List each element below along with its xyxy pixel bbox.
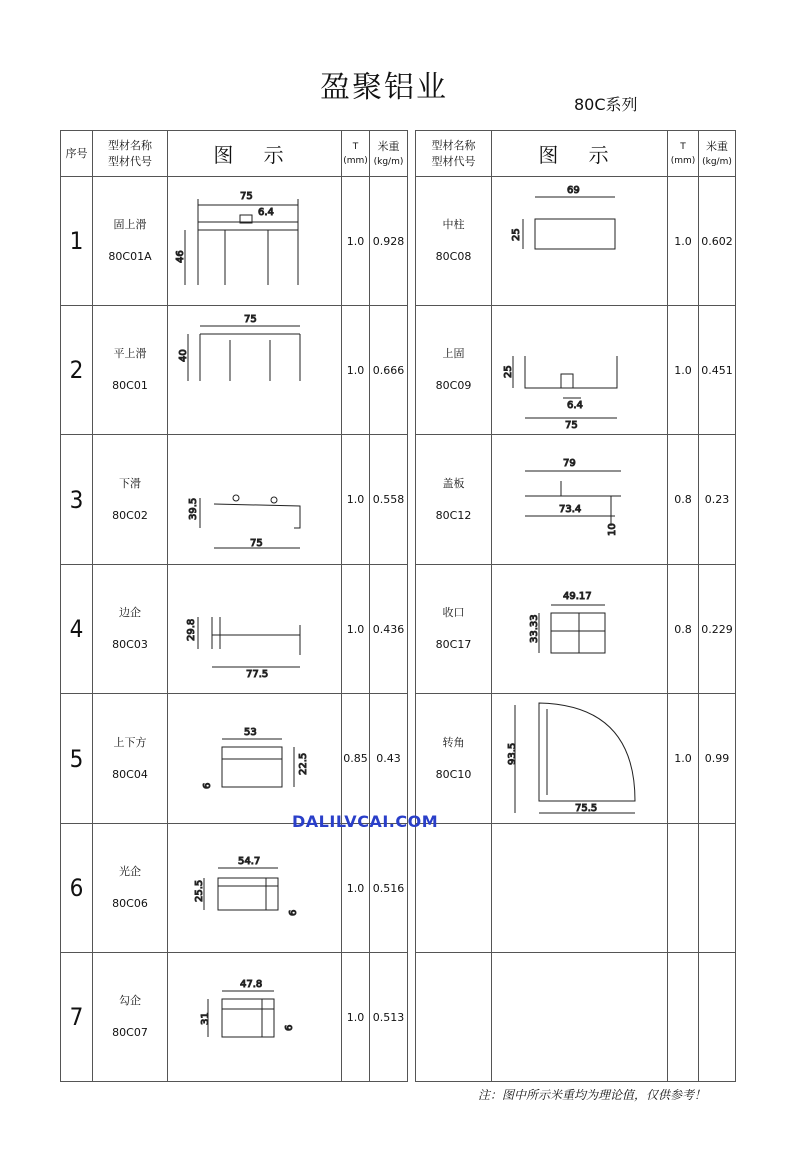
profile-code: 80C09 <box>435 379 472 392</box>
weight-value: 0.513 <box>372 1010 405 1024</box>
row-number: 4 <box>69 615 84 643</box>
weight-value: 0.451 <box>701 363 733 377</box>
row-number: 6 <box>69 874 84 902</box>
profile-name: 转角 <box>442 735 465 749</box>
header-seq: 序号 <box>61 131 93 177</box>
svg-text:22.5: 22.5 <box>297 752 309 775</box>
svg-text:10: 10 <box>606 522 618 536</box>
profile-drawing-80c02 <box>170 436 340 561</box>
svg-text:29.8: 29.8 <box>185 618 197 641</box>
svg-text:40: 40 <box>177 349 189 362</box>
svg-text:75: 75 <box>249 537 263 549</box>
profile-drawing-80c10 <box>495 695 665 820</box>
table-row <box>61 177 736 306</box>
svg-text:75.5: 75.5 <box>574 802 597 814</box>
profile-code: 80C06 <box>112 897 148 910</box>
thickness-value: 1.0 <box>346 1010 365 1024</box>
thickness-value: 1.0 <box>674 363 692 377</box>
profile-code: 80C04 <box>112 767 148 781</box>
header-name-right: 型材名称 型材代号 <box>416 131 492 177</box>
header-weight: 米重 (kg/m) <box>370 131 408 177</box>
thickness-value: 1.0 <box>674 234 692 248</box>
profile-code: 80C01A <box>108 250 152 263</box>
profile-name: 固上滑 <box>113 218 147 231</box>
profile-name: 勾企 <box>119 994 141 1007</box>
header-name: 型材名称 型材代号 <box>93 131 168 177</box>
svg-text:54.7: 54.7 <box>237 856 260 867</box>
profile-code: 80C07 <box>112 1026 148 1039</box>
profile-code: 80C12 <box>435 508 472 522</box>
thickness-value: 1.0 <box>346 234 365 248</box>
footnote: 注：图中所示米重均为理论值，仅供参考！ <box>478 1088 707 1102</box>
svg-text:33.33: 33.33 <box>528 614 540 643</box>
thickness-value: 1.0 <box>346 881 365 895</box>
profile-drawing-80c04 <box>170 695 340 820</box>
profile-code: 80C10 <box>435 767 472 781</box>
row-number: 1 <box>69 227 84 255</box>
profile-name: 上固 <box>442 347 465 360</box>
svg-text:49.17: 49.17 <box>562 591 592 602</box>
profile-name: 上下方 <box>113 735 147 749</box>
profile-drawing-80c01a <box>170 177 340 302</box>
svg-text:25: 25 <box>510 228 522 241</box>
thickness-value: 1.0 <box>674 752 692 765</box>
profile-drawing-80c07 <box>170 953 340 1078</box>
header-figure-right: 图 示 <box>492 131 668 177</box>
profile-code: 80C08 <box>435 250 472 263</box>
weight-value: 0.516 <box>372 881 405 895</box>
svg-text:6.4: 6.4 <box>257 207 274 218</box>
profile-code: 80C02 <box>112 508 148 522</box>
svg-text:6.4: 6.4 <box>566 400 583 411</box>
watermark: DALILVCAI.COM <box>292 812 439 831</box>
row-number: 5 <box>69 744 84 773</box>
table-row <box>61 953 736 1082</box>
table-row <box>61 694 736 824</box>
svg-text:75: 75 <box>564 420 578 431</box>
weight-value: 0.558 <box>372 493 405 506</box>
table-row <box>61 565 736 694</box>
row-number: 2 <box>69 356 84 384</box>
thickness-value: 0.85 <box>343 752 368 765</box>
profile-name: 平上滑 <box>113 347 147 360</box>
profile-code: 80C17 <box>435 638 472 651</box>
weight-value: 0.602 <box>701 234 733 248</box>
page-title: 盈聚铝业 <box>320 70 448 105</box>
svg-text:75: 75 <box>239 191 253 202</box>
svg-text:39.5: 39.5 <box>187 497 199 520</box>
profile-table <box>60 130 736 1082</box>
profile-name: 盖板 <box>442 476 465 490</box>
svg-text:46: 46 <box>174 250 186 263</box>
svg-text:77.5: 77.5 <box>245 669 268 680</box>
profile-drawing-80c09 <box>495 306 665 431</box>
svg-text:93.5: 93.5 <box>506 742 518 765</box>
thickness-value: 1.0 <box>346 363 365 377</box>
svg-text:25: 25 <box>502 365 514 378</box>
weight-value: 0.229 <box>701 622 733 636</box>
table-header-row <box>61 131 736 177</box>
profile-code: 80C03 <box>112 638 148 651</box>
thickness-value: 0.8 <box>674 622 692 636</box>
weight-value: 0.43 <box>376 752 401 765</box>
header-figure: 图 示 <box>168 131 342 177</box>
svg-text:73.4: 73.4 <box>558 503 581 515</box>
thickness-value: 1.0 <box>346 493 365 506</box>
svg-text:53: 53 <box>243 726 257 738</box>
header-t: T (mm) <box>342 131 370 177</box>
row-number: 3 <box>69 485 84 514</box>
profile-code: 80C01 <box>112 379 148 392</box>
profile-drawing-80c12 <box>495 436 665 561</box>
header-weight-right: 米重 (kg/m) <box>699 131 736 177</box>
weight-value: 0.99 <box>704 752 730 765</box>
svg-text:31: 31 <box>199 1012 211 1025</box>
svg-text:6: 6 <box>201 782 213 789</box>
header-t-right: T (mm) <box>668 131 699 177</box>
svg-text:47.8: 47.8 <box>239 979 262 990</box>
svg-text:6: 6 <box>287 909 299 916</box>
svg-text:6: 6 <box>283 1024 295 1031</box>
column-gap <box>408 131 416 177</box>
profile-drawing-80c08 <box>495 177 665 302</box>
svg-text:79: 79 <box>562 457 576 469</box>
profile-name: 收口 <box>442 606 465 619</box>
profile-drawing-80c17 <box>495 565 665 690</box>
weight-value: 0.666 <box>372 363 405 377</box>
profile-name: 下滑 <box>119 476 141 490</box>
profile-drawing-80c06 <box>170 824 340 949</box>
profile-name: 中柱 <box>442 218 465 231</box>
profile-name: 光企 <box>119 865 141 878</box>
thickness-value: 1.0 <box>346 622 365 636</box>
table-row <box>61 824 736 953</box>
svg-text:25.5: 25.5 <box>193 879 205 902</box>
profile-name: 边企 <box>119 606 141 619</box>
svg-text:69: 69 <box>566 185 580 196</box>
svg-text:75: 75 <box>243 314 257 325</box>
profile-drawing-80c01 <box>170 306 340 431</box>
profile-drawing-80c03 <box>170 565 340 690</box>
table-row <box>61 306 736 435</box>
series-label: 80C系列 <box>574 95 638 114</box>
row-number: 7 <box>69 1003 84 1031</box>
weight-value: 0.436 <box>372 622 405 636</box>
weight-value: 0.23 <box>704 493 730 506</box>
thickness-value: 0.8 <box>674 493 692 506</box>
weight-value: 0.928 <box>372 234 405 248</box>
table-row <box>61 435 736 565</box>
